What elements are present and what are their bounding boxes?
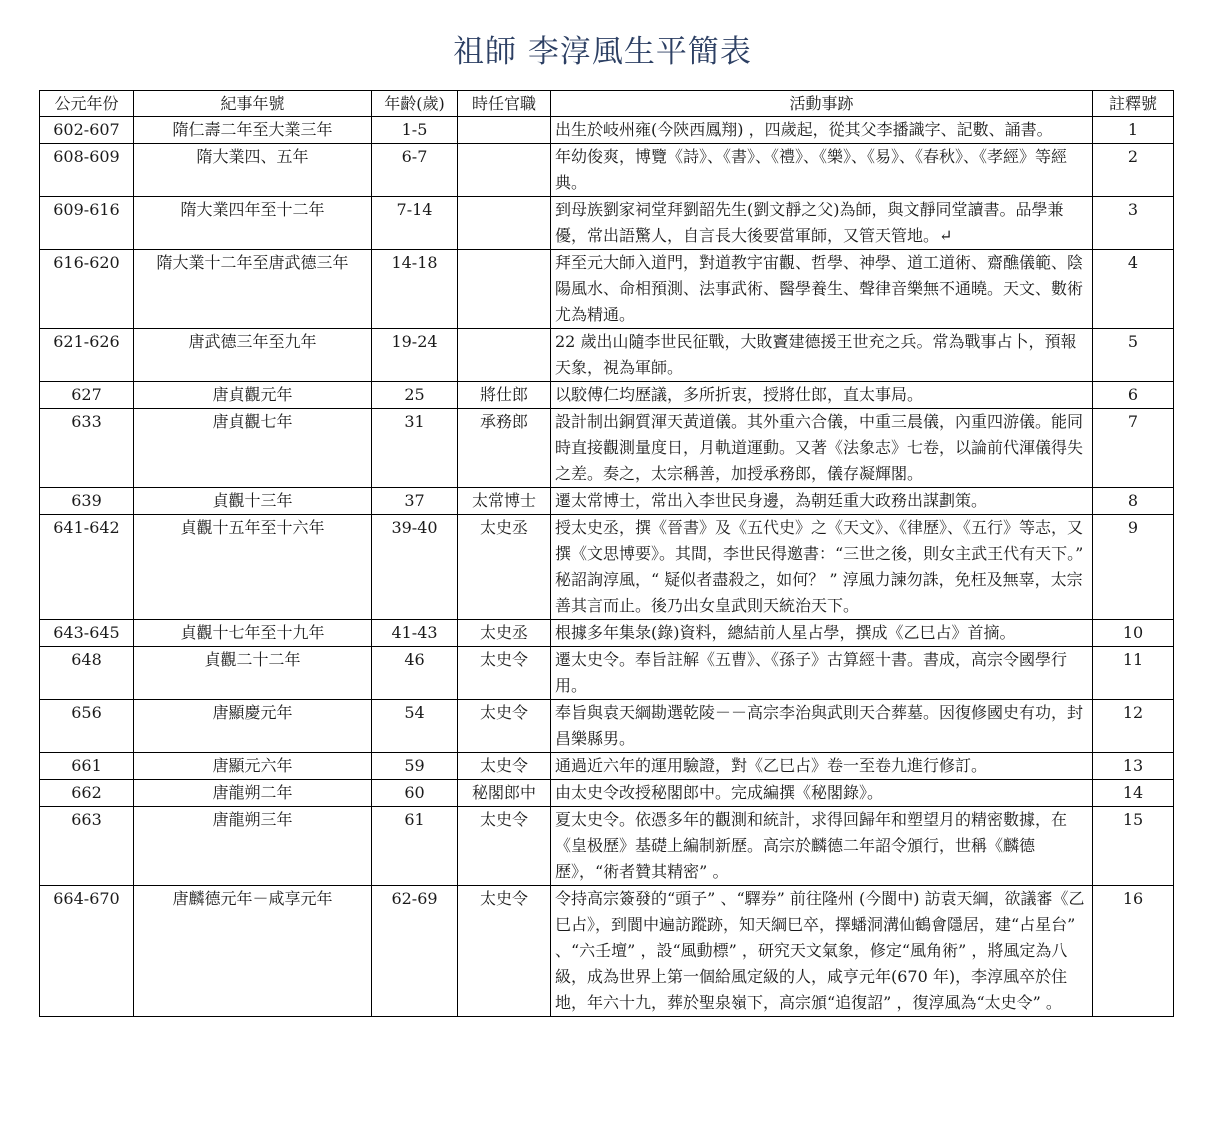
cell-age: 1-5 xyxy=(372,117,458,144)
cell-post: 太史令 xyxy=(458,807,551,886)
page-title: 祖師 李淳風生平簡表 xyxy=(453,34,752,70)
cell-era: 貞觀十五年至十六年 xyxy=(134,515,372,620)
biography-table xyxy=(39,90,1174,1017)
cell-post: 將仕郎 xyxy=(458,382,551,409)
cell-year: 621-626 xyxy=(40,329,134,382)
cell-year: 608-609 xyxy=(40,144,134,197)
cell-activity: 由太史令改授秘閣郎中。完成編撰《秘閣錄》。 xyxy=(551,780,1093,807)
cell-activity: 遷太史令。奉旨註解《五曹》、《孫子》古算經十書。書成，高宗令國學行用。 xyxy=(551,647,1093,700)
cell-note: 15 xyxy=(1093,807,1174,886)
cell-note: 5 xyxy=(1093,329,1174,382)
cell-activity: 設計制出銅質渾天黃道儀。其外重六合儀，中重三晨儀，內重四游儀。能同時直接觀測量度日，月軌道運動。又著《法象志》七卷，以論前代渾儀得失之差。奏之，太宗稱善，加授承務郎，儀存凝輝閣。 xyxy=(551,409,1093,488)
cell-year: 648 xyxy=(40,647,134,700)
cell-age: 19-24 xyxy=(372,329,458,382)
table-row xyxy=(40,117,1174,144)
cell-note: 7 xyxy=(1093,409,1174,488)
cell-era: 唐貞觀元年 xyxy=(134,382,372,409)
cell-era: 唐武德三年至九年 xyxy=(134,329,372,382)
table-row xyxy=(40,488,1174,515)
cell-note: 8 xyxy=(1093,488,1174,515)
cell-age: 39-40 xyxy=(372,515,458,620)
cell-era: 唐龍朔三年 xyxy=(134,807,372,886)
cell-post xyxy=(458,144,551,197)
cell-year: 639 xyxy=(40,488,134,515)
cell-era: 隋大業四年至十二年 xyxy=(134,197,372,250)
cell-era: 貞觀二十二年 xyxy=(134,647,372,700)
cell-note: 3 xyxy=(1093,197,1174,250)
header-year: 公元年份 xyxy=(40,91,134,117)
cell-activity: 遷太常博士，常出入李世民身邊，為朝廷重大政務出謀劃策。 xyxy=(551,488,1093,515)
cell-activity: 授太史丞，撰《晉書》及《五代史》之《天文》、《律歷》、《五行》等志，又撰《文思博要》。其間，李世民得邀書：“三世之後，則女主武王代有天下。” 秘詔詢淳風，“ 疑似者盡殺之，如何？ ” 淳風力諫勿誅，免枉及無辜，太宗善其言而止。後乃出女皇武則天統治天下。 xyxy=(551,515,1093,620)
cell-activity: 夏太史令。依憑多年的觀測和統計，求得回歸年和塑望月的精密數據，在《皇极歷》基礎上編制新歷。高宗於麟德二年詔令頒行，世稱《麟德歷》，“術者贊其精密” 。 xyxy=(551,807,1093,886)
cell-note: 16 xyxy=(1093,886,1174,1017)
cell-age: 60 xyxy=(372,780,458,807)
cell-post: 秘閣郎中 xyxy=(458,780,551,807)
cell-post: 太史丞 xyxy=(458,515,551,620)
cell-age: 61 xyxy=(372,807,458,886)
table-row xyxy=(40,250,1174,329)
cell-note: 13 xyxy=(1093,753,1174,780)
header-note: 註釋號 xyxy=(1093,91,1174,117)
cell-age: 7-14 xyxy=(372,197,458,250)
table-row xyxy=(40,700,1174,753)
cell-year: 664-670 xyxy=(40,886,134,1017)
cell-note: 4 xyxy=(1093,250,1174,329)
table-row xyxy=(40,197,1174,250)
table-row xyxy=(40,886,1174,1017)
cell-year: 662 xyxy=(40,780,134,807)
cell-era: 隋仁壽二年至大業三年 xyxy=(134,117,372,144)
cell-age: 14-18 xyxy=(372,250,458,329)
cell-note: 14 xyxy=(1093,780,1174,807)
cell-year: 641-642 xyxy=(40,515,134,620)
table-row xyxy=(40,780,1174,807)
cell-year: 643-645 xyxy=(40,620,134,647)
cell-era: 唐顯慶元年 xyxy=(134,700,372,753)
cell-activity: 到母族劉家祠堂拜劉韶先生(劉文靜之父)為師，與文靜同堂讀書。品學兼優，常出語驚人，自言長大後要當軍師，又管天管地。↵ xyxy=(551,197,1093,250)
cell-post: 太史令 xyxy=(458,886,551,1017)
cell-post: 太史令 xyxy=(458,753,551,780)
table-row xyxy=(40,647,1174,700)
cell-era: 隋大業十二年至唐武德三年 xyxy=(134,250,372,329)
cell-era: 隋大業四、五年 xyxy=(134,144,372,197)
cell-year: 633 xyxy=(40,409,134,488)
cell-era: 唐龍朔二年 xyxy=(134,780,372,807)
cell-age: 41-43 xyxy=(372,620,458,647)
cell-activity: 出生於岐州雍(今陝西鳳翔) ，四歲起，從其父李播識字、記數、誦書。 xyxy=(551,117,1093,144)
cell-note: 2 xyxy=(1093,144,1174,197)
cell-year: 602-607 xyxy=(40,117,134,144)
cell-note: 1 xyxy=(1093,117,1174,144)
cell-activity: 令持高宗簽發的“頭子” 、“驛券” 前往隆州 (今閬中) 訪袁天綱，欲議審《乙巳占》，到閬中遍訪蹤跡，知天綱巳卒，擇蟠洞溝仙鶴會隱居，建“占星台” 、“六壬壇” ，設“風動標” ，研究天文氣象，修定“風角術” ，將風定為八級，成為世界上第一個給風定級的人，咸亨元年(670 年)，李淳風卒於住地，年六十九，葬於聖泉嶺下，高宗頒“追復詔” ，復淳風為“太史令” 。 xyxy=(551,886,1093,1017)
cell-note: 9 xyxy=(1093,515,1174,620)
table-row xyxy=(40,620,1174,647)
table-row xyxy=(40,329,1174,382)
cell-year: 656 xyxy=(40,700,134,753)
cell-post: 太史令 xyxy=(458,700,551,753)
cell-note: 12 xyxy=(1093,700,1174,753)
cell-activity: 拜至元大師入道門，對道教宇宙觀、哲學、神學、道工道術、齋醮儀範、陰陽風水、命相預測、法事武術、醫學養生、聲律音樂無不通曉。天文、數術尤為精通。 xyxy=(551,250,1093,329)
cell-age: 37 xyxy=(372,488,458,515)
header-age: 年齡(歲) xyxy=(372,91,458,117)
cell-age: 62-69 xyxy=(372,886,458,1017)
cell-year: 661 xyxy=(40,753,134,780)
cell-post xyxy=(458,197,551,250)
cell-age: 31 xyxy=(372,409,458,488)
cell-age: 54 xyxy=(372,700,458,753)
table-row xyxy=(40,753,1174,780)
table-row xyxy=(40,144,1174,197)
header-era: 紀事年號 xyxy=(134,91,372,117)
cell-age: 46 xyxy=(372,647,458,700)
cell-age: 59 xyxy=(372,753,458,780)
cell-post xyxy=(458,250,551,329)
cell-post: 太史丞 xyxy=(458,620,551,647)
cell-activity: 奉旨與袁天綱勘選乾陵－－高宗李治與武則天合葬墓。因復修國史有功，封昌樂縣男。 xyxy=(551,700,1093,753)
table-row xyxy=(40,807,1174,886)
cell-activity: 年幼俊爽，博覽《詩》、《書》、《禮》、《樂》、《易》、《春秋》、《孝經》等經典。 xyxy=(551,144,1093,197)
cell-activity: 22 歲出山隨李世民征戰，大敗竇建德援王世充之兵。常為戰事占卜，預報天象，視為軍師。 xyxy=(551,329,1093,382)
cell-post xyxy=(458,117,551,144)
header-row xyxy=(40,91,1174,117)
cell-era: 唐貞觀七年 xyxy=(134,409,372,488)
header-activity: 活動事跡 xyxy=(551,91,1093,117)
cell-activity: 根據多年集彔(錄)資料，總結前人星占學，撰成《乙巳占》首摘。 xyxy=(551,620,1093,647)
cell-era: 唐顯元六年 xyxy=(134,753,372,780)
cell-era: 貞觀十三年 xyxy=(134,488,372,515)
cell-year: 663 xyxy=(40,807,134,886)
cell-year: 609-616 xyxy=(40,197,134,250)
cell-activity: 通過近六年的運用驗證，對《乙巳占》卷一至卷九進行修訂。 xyxy=(551,753,1093,780)
cell-post: 太史令 xyxy=(458,647,551,700)
cell-era: 貞觀十七年至十九年 xyxy=(134,620,372,647)
cell-post xyxy=(458,329,551,382)
table-row xyxy=(40,515,1174,620)
cell-note: 6 xyxy=(1093,382,1174,409)
cell-age: 6-7 xyxy=(372,144,458,197)
cell-note: 10 xyxy=(1093,620,1174,647)
table-row xyxy=(40,409,1174,488)
cell-note: 11 xyxy=(1093,647,1174,700)
table-row xyxy=(40,382,1174,409)
header-post: 時任官職 xyxy=(458,91,551,117)
cell-activity: 以駮傅仁均歷議，多所折衷，授將仕郎，直太事局。 xyxy=(551,382,1093,409)
cell-year: 627 xyxy=(40,382,134,409)
cell-era: 唐麟德元年－咸享元年 xyxy=(134,886,372,1017)
cell-post: 承務郎 xyxy=(458,409,551,488)
cell-age: 25 xyxy=(372,382,458,409)
cell-year: 616-620 xyxy=(40,250,134,329)
cell-post: 太常博士 xyxy=(458,488,551,515)
